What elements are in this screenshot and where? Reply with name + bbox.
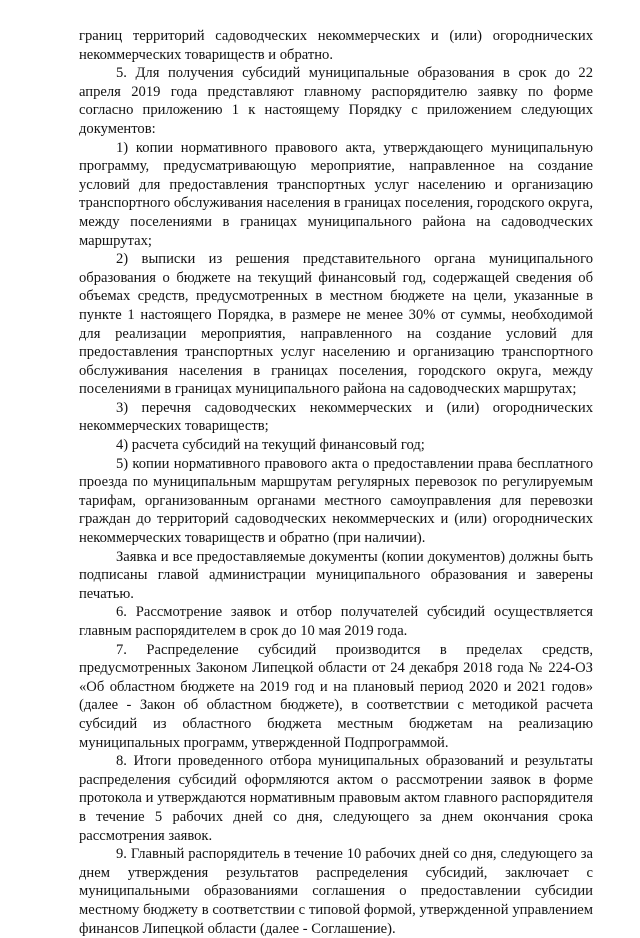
paragraph-subitem-5: 5) копии нормативного правового акта о предоставлении права бесплатного проезда по муниципальным маршрутам регулярных перевозок по регулируемым тарифам, организованным органами местного самоуправления для перевозки граждан до территорий садоводческих некоммерческих и (или) огороднических некоммерческих товариществ и обратно (при наличии).: [79, 455, 593, 547]
paragraph-subitem-4: 4) расчета субсидий на текущий финансовый год;: [116, 437, 425, 454]
paragraph-item-5: 5. Для получения субсидий муниципальные образования в срок до 22 апреля 2019 года представляют главному распорядителю заявку по форме согласно приложению 1 к настоящему Порядку с приложением следующих документов:: [79, 65, 593, 137]
paragraph-continuation: границ территорий садоводческих некоммерческих и (или) огороднических некоммерческих товариществ и обратно.: [79, 28, 593, 63]
paragraph-item-6: 6. Рассмотрение заявок и отбор получателей субсидий осуществляется главным распорядителем в срок до 10 мая 2019 года.: [79, 604, 593, 639]
paragraph-application-note: Заявка и все предоставляемые документы (копии документов) должны быть подписаны главой администрации муниципального образования и заверены печатью.: [79, 548, 593, 602]
paragraph-subitem-2: 2) выписки из решения представительного органа муниципального образования о бюджете на текущий финансовый год, содержащей сведения об объемах средств, предусмотренных в местном бюджете на цели, указанные в пункте 1 настоящего Порядка, в размере не менее 30% от суммы, необходимой для реализации мероприятия, направленного на создание условий для предоставления транспортных услуг населению и организацию транспортного обслуживания населения в границах поселения, городского округа, между поселениями в границах муниципального района на садоводческих маршрутах;: [79, 251, 593, 398]
paragraph-item-9: 9. Главный распорядитель в течение 10 рабочих дней со дня, следующего за днем утверждения результатов распределения субсидий, заключает с муниципальными образованиями соглашения о предоставлении субсидии местному бюджету в соответствии с типовой формой, утвержденной управлением финансов Липецкой области (далее - Соглашение).: [79, 846, 593, 937]
paragraph-subitem-3: 3) перечня садоводческих некоммерческих и (или) огороднических некоммерческих товариществ;: [79, 399, 593, 435]
paragraph-item-8: 8. Итоги проведенного отбора муниципальных образований и результаты распределения субсидий оформляются актом о рассмотрении заявок в форме протокола и утверждаются нормативным правовым актом главного распорядителя в течение 5 рабочих дней со дня, следующего за днем окончания срока рассмотрения заявок.: [79, 753, 593, 844]
document-page: [79, 27, 593, 938]
paragraph-item-7: 7. Распределение субсидий производится в пределах средств, предусмотренных Законом Липецкой области от 24 декабря 2018 года № 224-ОЗ «Об областном бюджете на 2019 год и на плановый период 2020 и 2021 годов» (далее - Закон об областном бюджете), в соответствии с методикой расчета субсидий из областного бюджета местным бюджетам на реализацию муниципальных программ, утвержденной Подпрограммой.: [79, 641, 593, 751]
paragraph-subitem-1: 1) копии нормативного правового акта, утверждающего муниципальную программу, предусматривающую мероприятие, направленное на создание условий для предоставления транспортных услуг населению и организацию транспортного обслуживания населения в границах поселения, городского округа, между поселениями в границах муниципального района на садоводческих маршрутах;: [79, 139, 593, 249]
